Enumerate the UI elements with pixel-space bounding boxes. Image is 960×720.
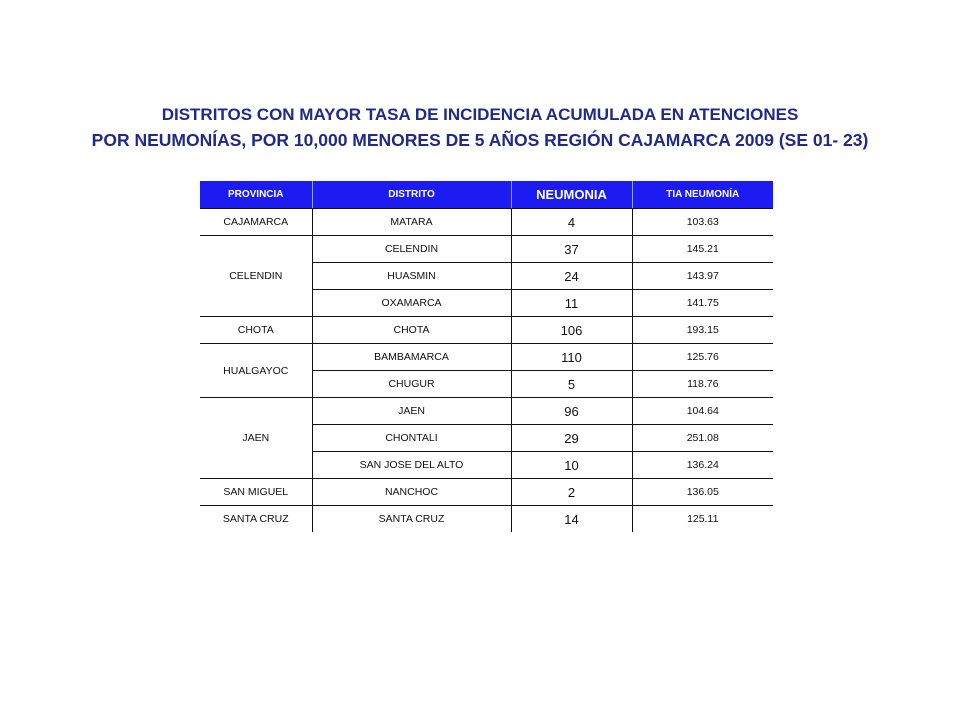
cell-neumonia: 2 xyxy=(511,479,632,506)
table-row xyxy=(200,479,773,506)
table-row xyxy=(200,506,773,533)
cell-tia-neumonia: 125.11 xyxy=(632,506,773,533)
cell-provincia: CELENDIN xyxy=(200,236,312,317)
cell-neumonia: 110 xyxy=(511,344,632,371)
table-row xyxy=(200,209,773,236)
header-neumonia: NEUMONIA xyxy=(511,181,632,209)
cell-tia-neumonia: 145.21 xyxy=(632,236,773,263)
cell-provincia: CHOTA xyxy=(200,317,312,344)
cell-distrito: SAN JOSE DEL ALTO xyxy=(312,452,511,479)
table-row xyxy=(200,344,773,371)
cell-provincia: JAEN xyxy=(200,398,312,479)
table-row xyxy=(200,317,773,344)
cell-tia-neumonia: 103.63 xyxy=(632,209,773,236)
cell-distrito: CELENDIN xyxy=(312,236,511,263)
cell-neumonia: 10 xyxy=(511,452,632,479)
cell-tia-neumonia: 136.24 xyxy=(632,452,773,479)
cell-distrito: CHUGUR xyxy=(312,371,511,398)
header-distrito: DISTRITO xyxy=(312,181,511,209)
header-provincia: PROVINCIA xyxy=(200,181,312,209)
cell-neumonia: 5 xyxy=(511,371,632,398)
cell-neumonia: 14 xyxy=(511,506,632,533)
cell-distrito: JAEN xyxy=(312,398,511,425)
cell-tia-neumonia: 136.05 xyxy=(632,479,773,506)
cell-provincia: SANTA CRUZ xyxy=(222,513,289,525)
cell-tia-neumonia: 104.64 xyxy=(632,398,773,425)
cell-tia-neumonia: 193.15 xyxy=(632,317,773,344)
header-tia-neumonia: TIA NEUMONÍA xyxy=(632,181,773,209)
table-row xyxy=(200,398,773,425)
title-line-2: POR NEUMONÍAS, POR 10,000 MENORES DE 5 AÑOS REGIÓN CAJAMARCA 2009 (SE 01- 23) xyxy=(91,130,869,150)
cell-neumonia: 11 xyxy=(511,290,632,317)
cell-distrito: CHONTALI xyxy=(312,425,511,452)
incidence-table xyxy=(200,181,773,532)
cell-distrito: SANTA CRUZ xyxy=(312,506,511,533)
cell-neumonia: 96 xyxy=(511,398,632,425)
table-header-row xyxy=(200,181,773,209)
cell-provincia: SAN MIGUEL xyxy=(200,479,312,506)
cell-distrito: HUASMIN xyxy=(312,263,511,290)
cell-distrito: MATARA xyxy=(312,209,511,236)
cell-provincia: HUALGAYOC xyxy=(200,344,312,398)
cell-provincia: CAJAMARCA xyxy=(200,209,312,236)
cell-tia-neumonia: 143.97 xyxy=(632,263,773,290)
table-row xyxy=(200,236,773,263)
cell-neumonia: 37 xyxy=(511,236,632,263)
cell-neumonia: 4 xyxy=(511,209,632,236)
cell-tia-neumonia: 118.76 xyxy=(632,371,773,398)
cell-distrito: CHOTA xyxy=(312,317,511,344)
table-body xyxy=(200,209,773,533)
cell-neumonia: 29 xyxy=(511,425,632,452)
cell-distrito: OXAMARCA xyxy=(312,290,511,317)
cell-tia-neumonia: 125.76 xyxy=(632,344,773,371)
cell-distrito: BAMBAMARCA xyxy=(312,344,511,371)
cell-neumonia: 106 xyxy=(511,317,632,344)
cell-neumonia: 24 xyxy=(511,263,632,290)
cell-tia-neumonia: 251.08 xyxy=(632,425,773,452)
title-line-1: DISTRITOS CON MAYOR TASA DE INCIDENCIA ACUMULADA EN ATENCIONES xyxy=(161,105,799,124)
cell-tia-neumonia: 141.75 xyxy=(632,290,773,317)
cell-distrito: NANCHOC xyxy=(312,479,511,506)
